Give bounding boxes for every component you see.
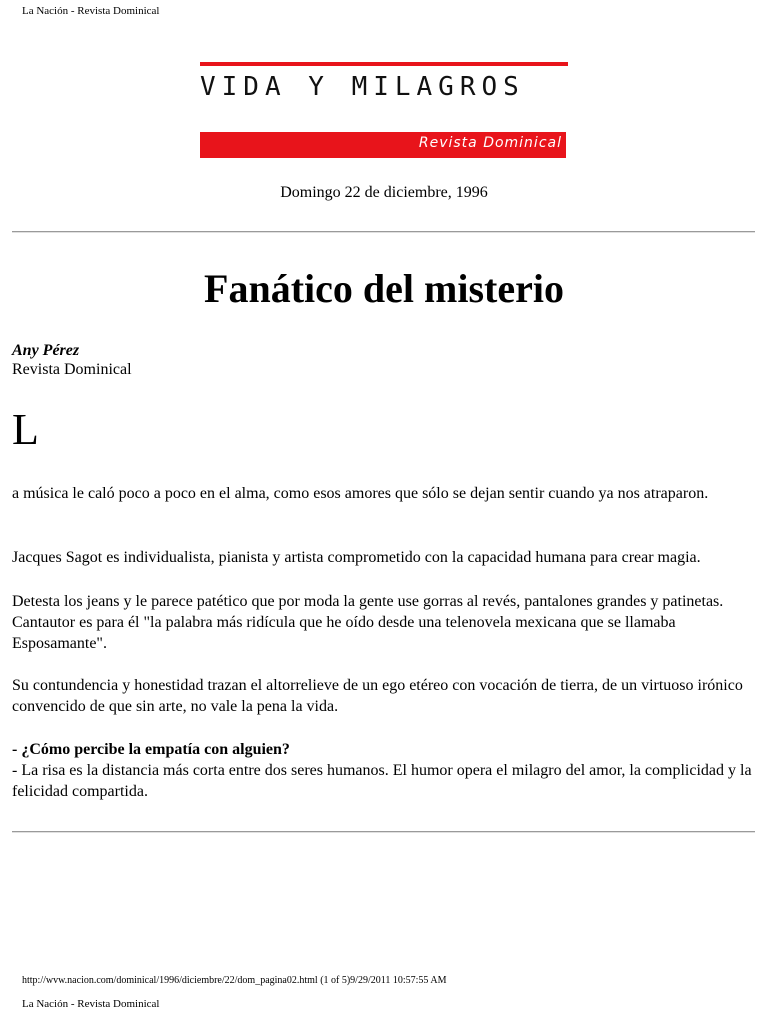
- article-paragraph: Jacques Sagot es individualista, pianista y artista comprometido con la capacidad humana para crear magia.: [12, 549, 701, 566]
- divider-top: [12, 231, 755, 233]
- footer-url: http://wvw.nacion.com/dominical/1996/diciembre/22/dom_pagina02.html (1 of 5)9/29/2011 10:57:55 AM: [22, 975, 447, 986]
- article-paragraph: a música le caló poco a poco en el alma, como esos amores que sólo se dejan sentir cuando ya nos atraparon.: [12, 485, 709, 502]
- banner-top-bar: [200, 62, 568, 66]
- masthead-title: VIDA Y MILAGROS: [200, 72, 525, 102]
- divider-bottom: [12, 831, 755, 833]
- article-paragraph: Detesta los jeans y le parece patético que por moda la gente use gorras al revés, pantalones grandes y patinetas. Cantautor es para él "la palabra más ridícula que he oído desde una telenovela mexicana que se llamaba Esposamante".: [12, 593, 724, 652]
- interview-question: - ¿Cómo percibe la empatía con alguien?: [12, 741, 290, 758]
- interview-answer: - La risa es la distancia más corta entre dos seres humanos. El humor opera el milagro del amor, la complicidad y la felicidad compartida.: [12, 762, 752, 800]
- article-title: Fanático del misterio: [204, 266, 564, 311]
- article-source: Revista Dominical: [12, 361, 132, 378]
- issue-date: Domingo 22 de diciembre, 1996: [280, 184, 488, 201]
- interview-block: [12, 739, 752, 802]
- page-header-title: La Nación - Revista Dominical: [22, 5, 160, 17]
- masthead-subtitle: Revista Dominical: [418, 135, 562, 151]
- article-author: Any Pérez: [12, 342, 80, 359]
- page-footer-title: La Nación - Revista Dominical: [22, 998, 160, 1010]
- masthead-banner: [200, 60, 568, 160]
- article-paragraph: Su contundencia y honestidad trazan el altorrelieve de un ego etéreo con vocación de tierra, de un virtuoso irónico convencido de que sin arte, no vale la pena la vida.: [12, 677, 743, 715]
- drop-cap: L: [12, 405, 39, 454]
